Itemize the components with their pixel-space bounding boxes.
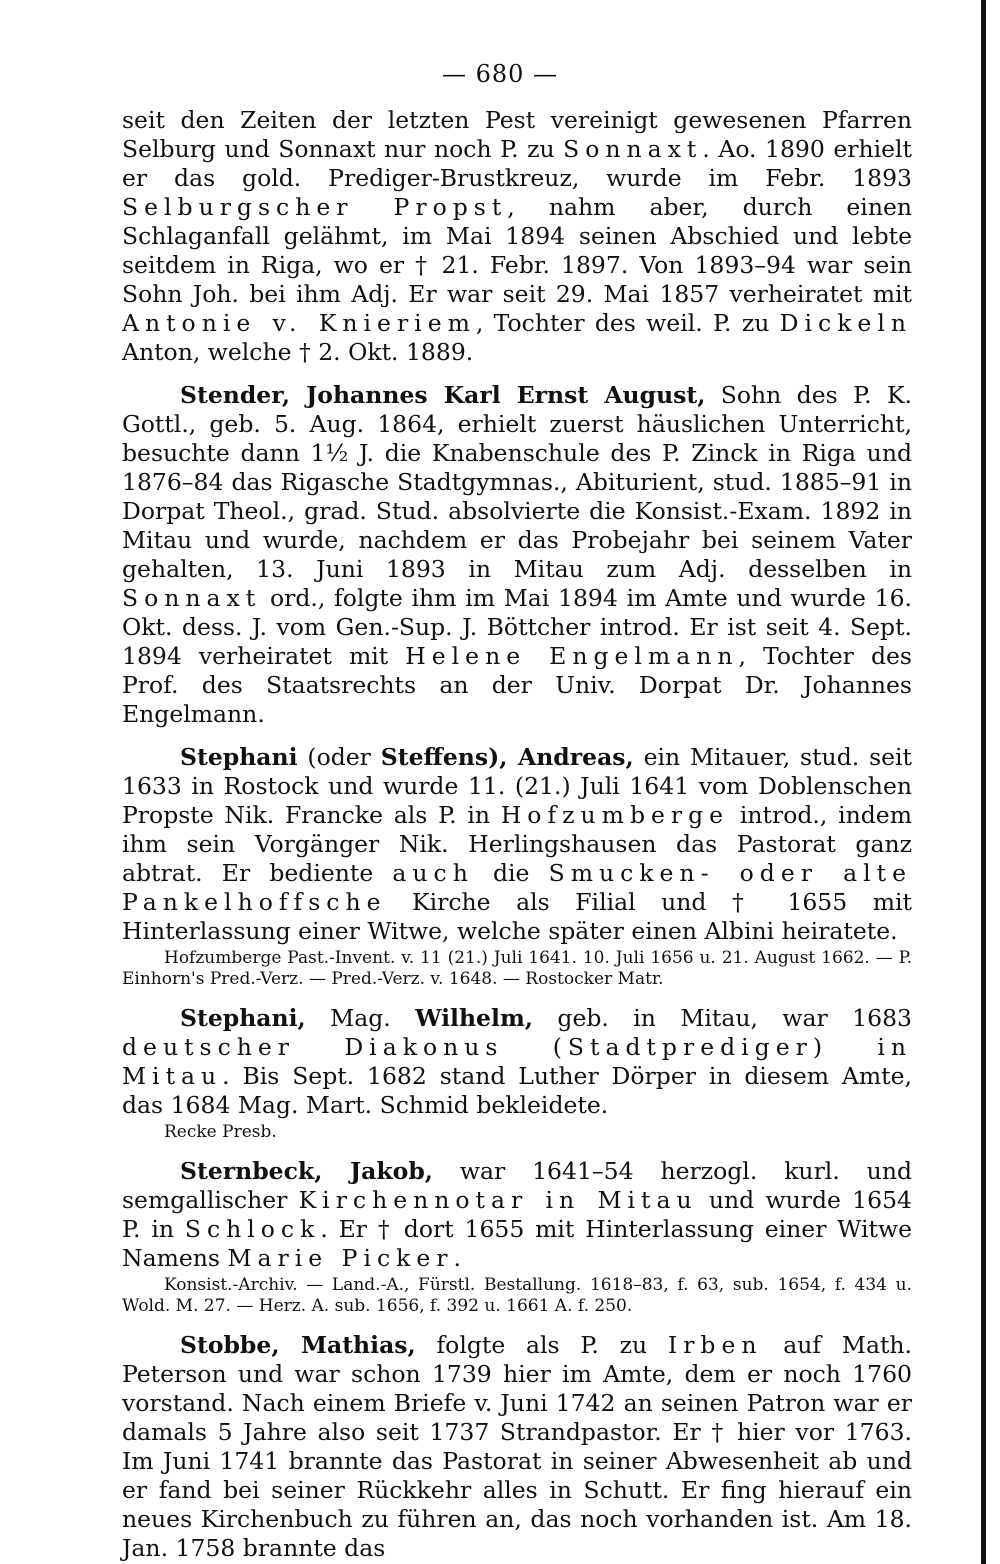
entry-heading: Stephani — [180, 743, 298, 771]
body-text: Sohn des P. K. Gottl., geb. 5. Aug. 1864, erhielt zuerst häuslichen Unterricht, besuchte dann 1½ J. die Knabenschule des P. Zinck in Riga und 1876–84 das Rigasche Stadtgymnas., Abiturient, stud. 1885–91 in Dorpat Theol., grad. Stud. absolvierte die Konsist.-Exam. 1892 in Mitau und wurde, nachdem er das Probejahr bei seinem Vater gehalten, 13. Juni 1893 in Mitau zum Adj. desselben in — [122, 381, 912, 583]
spaced-text: Sonnaxt — [563, 135, 703, 163]
entry-heading: Sternbeck, Jakob, — [180, 1157, 433, 1185]
body-text: ord., folgte ihm im Mai 1894 im Amte und wurde 16. Okt. dess. J. vom Gen.-Sup. J. Böttcher introd. Er ist seit 4. Sept. 1894 verheiratet mit — [122, 584, 912, 670]
body-text: die — [473, 859, 549, 887]
entry — [122, 743, 912, 990]
body-text: , nahm aber, durch einen Schlaganfall gelähmt, im Mai 1894 seinen Abschied und lebte seitdem in Riga, wo er † 21. Febr. 1897. Von 1893–94 war sein Sohn Joh. bei ihm Adj. Er war seit 29. Mai 1857 verheiratet mit — [122, 193, 913, 308]
source-text: Recke Presb. — [164, 1122, 277, 1142]
spaced-text: Hofzumberge — [500, 801, 730, 829]
source-text: Hofzumberge Past.-Invent. v. 11 (21.) Juli 1641. 10. Juli 1656 u. 21. August 1662. — P. Einhorn's Pred.-Verz. — Pred.-Verz. v. 1648. — Rostocker Matr. — [122, 948, 912, 989]
spaced-text: deutscher Diakonus (Stadtprediger) in Mitau — [122, 1033, 912, 1090]
spaced-text: Irben — [667, 1331, 763, 1359]
entry-heading: Stephani, — [180, 1004, 306, 1032]
spaced-text: Dickeln — [779, 309, 912, 337]
entry — [122, 106, 912, 367]
body-text: ein Mitauer, stud. seit 1633 in Rostock und wurde 11. (21.) Juli 1641 vom Doblenschen Propste Nik. Francke als P. in — [122, 743, 912, 829]
source-note — [122, 1122, 912, 1143]
entry-paragraph — [122, 1157, 912, 1273]
source-note — [122, 948, 912, 990]
body-text: Kirche als Filial und † 1655 mit Hinterlassung einer Witwe, welche später einen Albini heiratete. — [122, 888, 912, 945]
source-text: Konsist.-Archiv. — Land.-A., Fürstl. Bestallung. 1618–83, f. 63, sub. 1654, f. 434 u. Wold. M. 27. — Herz. A. sub. 1656, f. 392 u. 1661 A. f. 250. — [122, 1275, 912, 1316]
body-text: . Er † dort 1655 mit Hinterlassung einer Witwe Namens — [122, 1215, 912, 1272]
entry — [122, 381, 912, 729]
spaced-text: Antonie v. Knieriem — [122, 309, 476, 337]
entry — [122, 1157, 912, 1317]
entry-paragraph — [122, 381, 912, 729]
spaced-text: Smucken- oder alte Pankelhoffsche — [122, 859, 913, 916]
body-text: . Ao. 1890 erhielt er das gold. Prediger-Brustkreuz, wurde im Febr. 1893 — [122, 135, 912, 192]
entry — [122, 1331, 912, 1563]
entry-heading: Steffens), Andreas, — [380, 743, 634, 771]
body-text: , Tochter des Prof. des Staatsrechts an der Univ. Dorpat Dr. Johannes Engelmann. — [122, 642, 912, 728]
body-text: und wurde 1654 P. in — [122, 1186, 912, 1243]
entry-heading: Stobbe, Mathias, — [180, 1331, 416, 1359]
spaced-text: auch — [392, 859, 474, 887]
body-text: folgte als P. zu — [415, 1331, 668, 1359]
entry-heading: Stender, Johannes Karl Ernst August, — [180, 381, 706, 409]
spaced-text: Marie Picker — [227, 1244, 454, 1272]
body-text: war 1641–54 herzogl. kurl. und semgallischer — [122, 1157, 912, 1214]
entry — [122, 1004, 912, 1143]
entry-paragraph — [122, 1004, 912, 1120]
body-text: geb. in Mitau, war 1683 — [533, 1004, 912, 1032]
spaced-text: Selburgscher Propst — [122, 193, 508, 221]
page-number: — 680 — — [441, 60, 559, 88]
page-body — [122, 92, 912, 1563]
body-text: . Bis Sept. 1682 stand Luther Dörper in diesem Amte, das 1684 Mag. Mart. Schmid bekleidete. — [122, 1062, 912, 1119]
page-edge-line — [981, 0, 986, 1564]
spaced-text: Helene Engelmann — [405, 642, 739, 670]
body-text: . — [453, 1244, 461, 1272]
body-text: introd., indem ihm sein Vorgänger Nik. Herlingshausen das Pastorat ganz abtrat. Er bediente — [122, 801, 912, 887]
entry-paragraph — [122, 106, 912, 367]
body-text: Anton, welche † 2. Okt. 1889. — [122, 338, 474, 366]
spaced-text: Sonnaxt — [122, 584, 262, 612]
entry-paragraph — [122, 743, 912, 946]
body-text: , Tochter des weil. P. zu — [475, 309, 780, 337]
entry-heading: Wilhelm, — [415, 1004, 533, 1032]
body-text: (oder — [297, 743, 381, 771]
body-text: Mag. — [305, 1004, 416, 1032]
body-text: auf Math. Peterson und war schon 1739 hier im Amte, dem er noch 1760 vorstand. Nach einem Briefe v. Juni 1742 an seinen Patron war er damals 5 Jahre also seit 1737 Strandpastor. Er † hier vor 1763. Im Juni 1741 brannte das Pastorat in seiner Abwesenheit ab und er fand bei seiner Rückkehr alles in Schutt. Er fing hierauf ein neues Kirchenbuch zu führen an, das noch vorhanden ist. Am 18. Jan. 1758 brannte das — [122, 1331, 912, 1562]
source-note — [122, 1275, 912, 1317]
spaced-text: Kirchennotar in Mitau — [298, 1186, 698, 1214]
spaced-text: Schlock — [184, 1215, 321, 1243]
entry-paragraph — [122, 1331, 912, 1563]
body-text: seit den Zeiten der letzten Pest vereinigt gewesenen Pfarren Selburg und Sonnaxt nur noch P. zu — [122, 106, 912, 163]
